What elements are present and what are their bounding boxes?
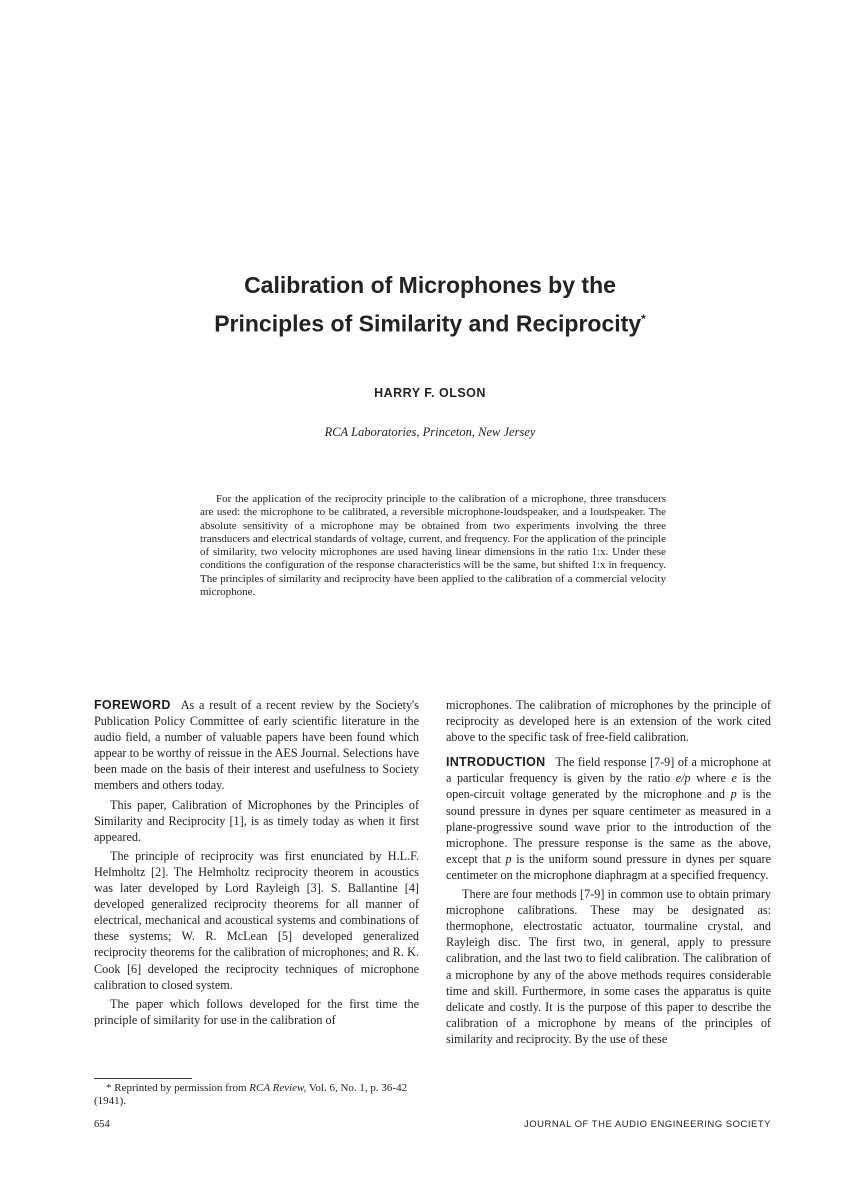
author-name: HARRY F. OLSON — [374, 386, 486, 400]
paper-title — [100, 268, 760, 341]
title-line-2: Principles of Similarity and Reciprocity — [214, 310, 642, 337]
left-column — [94, 697, 419, 1031]
title-footnote-mark: * — [641, 312, 646, 326]
journal-name: JOURNAL OF THE AUDIO ENGINEERING SOCIETY — [524, 1119, 771, 1130]
title-line-1: Calibration of Microphones by the — [244, 272, 616, 298]
footnote-rule — [94, 1078, 192, 1079]
foreword-paragraph-1: FOREWORD As a result of a recent review by the Society's Publication Policy Committee of early scientific literature in the audio field, a number of valuable papers have been found which appear to be worthy of reissue in the AES Journal. Selections have been made on the basis of their interest and usefulness to Society members and others today. — [94, 698, 419, 793]
introduction-heading: INTRODUCTION — [446, 755, 546, 770]
foreword-heading: FOREWORD — [94, 698, 171, 712]
foreword-paragraph-2: This paper, Calibration of Microphones by the Principles of Similarity and Reciprocity [1], is as timely today as when it first appeared. — [94, 797, 419, 844]
foreword-paragraph-4: The paper which follows developed for the first time the principle of similarity for use in the calibration of — [94, 996, 419, 1027]
introduction-paragraph: INTRODUCTION The field response [7-9] of a microphone at a particular frequency is given by the ratio e/p where e is the open-circuit voltage generated by the microphone and p is the sound pressure in dynes per square centimeter as measured in a plane-progressive sound wave prior to the introduction of the microphone. The pressure response is the same as the above, except that p is the uniform sound pressure in dynes per square centimeter on the microphone diaphragm at a specified frequency. — [446, 755, 772, 882]
page-number: 654 — [94, 1119, 110, 1130]
foreword-paragraph-3: The principle of reciprocity was first enunciated by H.L.F. Helmholtz [2]. The Helmholtz reciprocity theorem in acoustics was later developed by Lord Rayleigh [3]. S. Ballantine [4] developed generalized reciprocity theorems for all manner of electrical, mechanical and acoustical systems and combinations of these systems; W. R. McLean [5] developed generalized reciprocity theorems for the calibration of microphones; and R. K. Cook [6] developed the reciprocity techniques of microphone calibration to closed system. — [94, 848, 419, 992]
footnote: * Reprinted by permission from RCA Review, Vol. 6, No. 1, p. 36-42 (1941). — [94, 1082, 408, 1107]
abstract: For the application of the reciprocity principle to the calibration of a microphone, three transducers are used: the microphone to be calibrated, a reversible microphone-loudspeaker, and a loudspeaker. The absolute sensitivity of a microphone may be obtained from two experiments involving the three transducers and electrical standards of voltage, current, and frequency. For the application of the principle of similarity, two velocity microphones are used having linear dimensions in the ratio 1:x. Under these conditions the configuration of the response characteristics will be the same, but shifted 1:x in frequency. The principles of similarity and reciprocity have been applied to the calibration of a commercial velocity microphone. — [200, 493, 666, 599]
author-affiliation: RCA Laboratories, Princeton, New Jersey — [324, 425, 536, 439]
methods-paragraph: There are four methods [7-9] in common use to obtain primary microphone calibrations. These may be designated as: thermophone, electrostatic actuator, tourmaline crystal, and Rayleigh disc. The first two, in general, apply to pressure calibration, and the last two to field calibration. The calibration of a microphone by any of the above methods requires considerable time and skill. Furthermore, in some cases the apparatus is quite delicate and costly. It is the purpose of this paper to describe the calibration of a microphone by means of the principles of similarity and reciprocity. By the use of these — [446, 887, 771, 1046]
continuation-paragraph: microphones. The calibration of microphones by the principle of reciprocity as developed here is an extension of the work cited above to the specific task of free-field calibration. — [446, 698, 771, 745]
right-column — [446, 697, 771, 1050]
